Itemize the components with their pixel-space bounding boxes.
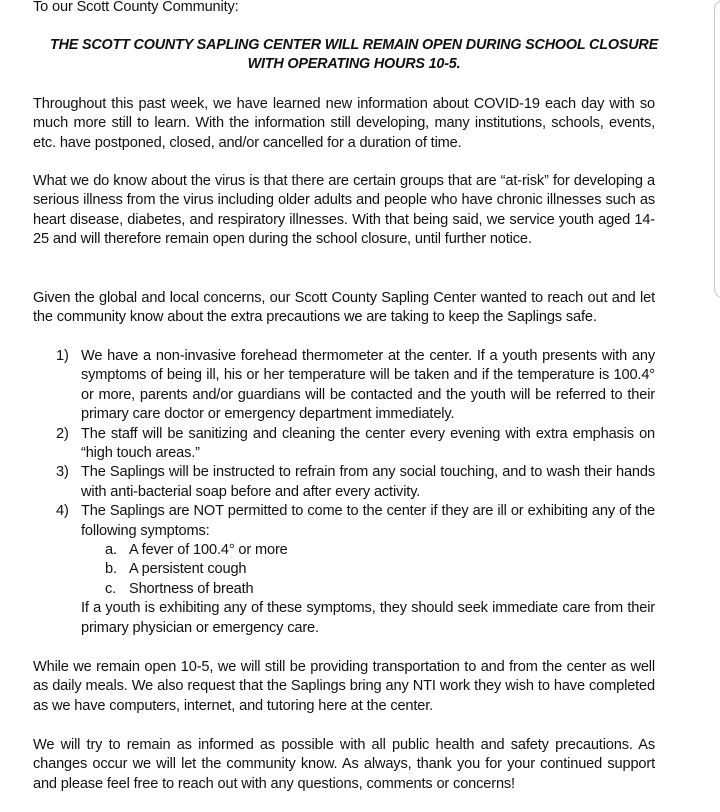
services-paragraph: While we remain open 10-5, we will still be providing transportation to and from the center as well as daily meals. We also request that the Saplings bring any NTI work they wish to have completed as we have computers, internet, and tutoring here at the center. — [33, 659, 655, 714]
intro-paragraph: Throughout this past week, we have learned new information about COVID-19 each day with so much more still to learn. With the information still developing, many institutions, schools, events, etc. have postponed, closed, and/or cancelled for a duration of time. — [33, 96, 655, 151]
symptom-text: Shortness of breath — [129, 580, 254, 597]
symptoms-list — [81, 541, 655, 599]
symptom-item — [81, 541, 655, 560]
list-item-text: The Saplings are NOT permitted to come to the center if they are ill or exhibiting any of the following symptoms: — [81, 503, 655, 539]
page-scroll-edge[interactable] — [714, 0, 720, 298]
list-item — [33, 425, 655, 464]
list-number: 2) — [56, 425, 69, 442]
list-number: 1) — [56, 348, 69, 364]
list-item-text: The Saplings will be instructed to refrain from any social touching, and to wash their hands with anti-bacterial soap before and after every activity. — [81, 464, 655, 500]
symptom-text: A fever of 100.4° or more — [129, 542, 288, 559]
at-risk-paragraph: What we do know about the virus is that there are certain groups that are “at-risk” for developing a serious illness from the virus including older adults and people who have chronic illnesses such as heart disease, diabetes, and respiratory illnesses. With that being said, we service youth aged 14-25 and will therefore remain open during the school closure, until further notice. — [33, 173, 655, 248]
list-item-text: The staff will be sanitizing and cleaning the center every evening with extra emphasis on “high touch areas.” — [81, 425, 655, 462]
list-item — [33, 347, 655, 425]
list-number: 3) — [56, 464, 69, 481]
symptom-letter: c. — [105, 580, 117, 597]
symptoms-followup-text: If a youth is exhibiting any of these symptoms, they should seek immediate care from their primary physician or emergency care. — [81, 600, 655, 636]
list-item-text: We have a non-invasive forehead thermometer at the center. If a youth presents with any symptoms of being ill, his or her temperature will be taken and if the temperature is 100.4° or more, parents and/or guardians will be contacted and the youth will be referred to their primary care doctor or emergency department immediately. — [81, 348, 655, 423]
precautions-intro-paragraph: Given the global and local concerns, our Scott County Sapling Center wanted to reach out and let the community know about the extra precautions we are taking to keep the Saplings safe. — [33, 290, 655, 326]
symptom-text: A persistent cough — [129, 561, 247, 578]
salutation: To our Scott County Community: — [33, 0, 239, 15]
symptom-item — [81, 560, 655, 579]
symptom-item — [81, 580, 655, 599]
precautions-list — [33, 347, 655, 638]
symptom-letter: a. — [105, 542, 117, 559]
list-number: 4) — [56, 503, 69, 520]
symptom-letter: b. — [105, 561, 117, 578]
closing-paragraph: We will try to remain as informed as possible with all public health and safety precautions. As changes occur we will let the community know. As always, thank you for your continued support and please feel free to reach out with any questions, comments or concerns! — [33, 737, 655, 792]
list-item — [33, 502, 655, 638]
announcement-headline: THE SCOTT COUNTY SAPLING CENTER WILL REMAIN OPEN DURING SCHOOL CLOSURE WITH OPERATING HOURS 10-5. — [49, 37, 659, 73]
list-item — [33, 463, 655, 502]
